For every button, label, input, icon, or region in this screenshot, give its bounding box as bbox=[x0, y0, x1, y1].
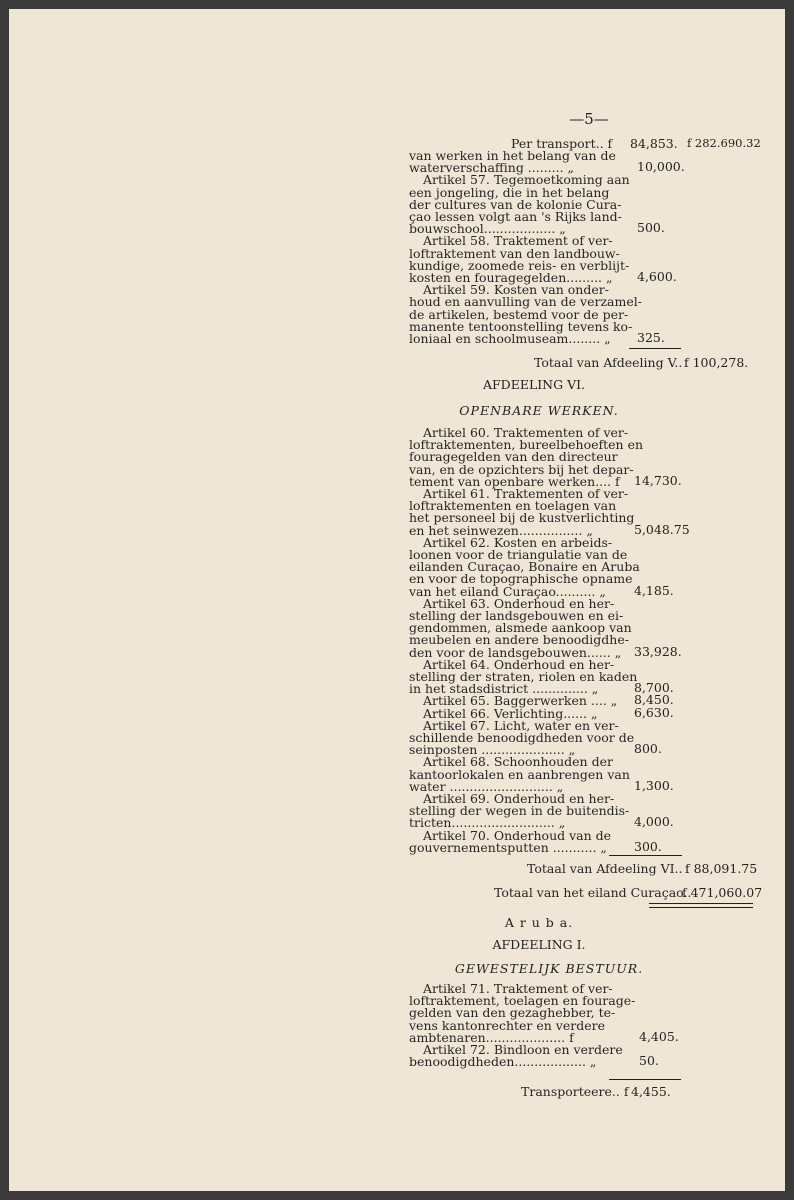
item-line: Artikel 70. Onderhoud van de bbox=[423, 827, 612, 843]
item-line: en het seinwezen................ „ bbox=[409, 522, 593, 538]
item-line: den voor de landsgebouwen...... „ bbox=[409, 644, 622, 660]
totaal-v-label: Totaal van Afdeeling V.. bbox=[534, 355, 683, 370]
item-line: van, en de opzichters bij het depar- bbox=[409, 461, 634, 477]
totaal-vi-amount: f 88,091.75 bbox=[685, 861, 758, 876]
aruba-heading: A r u b a. bbox=[504, 915, 574, 930]
item-line: çao lessen volgt aan 's Rijks land- bbox=[409, 209, 622, 224]
item-amount: 500. bbox=[637, 220, 665, 236]
rule bbox=[629, 348, 681, 349]
item-line: vens kantonrechter en verdere bbox=[409, 1017, 605, 1033]
item-line: Artikel 59. Kosten van onder- bbox=[423, 282, 609, 298]
item-line: der cultures van de kolonie Cura- bbox=[409, 196, 622, 212]
totaal-vi-label: Totaal van Afdeeling VI.. bbox=[527, 861, 683, 876]
item-line: Artikel 67. Licht, water en ver- bbox=[423, 717, 619, 733]
item-amount: 33,928. bbox=[634, 643, 682, 659]
item-line: het personeel bij de kustverlichting bbox=[409, 510, 635, 526]
item-line: loftraktementen en toelagen van bbox=[409, 498, 617, 514]
item-line: houd en aanvulling van de verzamel- bbox=[409, 294, 642, 310]
item-amount: 10,000. bbox=[637, 159, 685, 175]
item-amount: 300. bbox=[634, 838, 662, 854]
item-line: van het eiland Curaçao.......... „ bbox=[409, 583, 606, 599]
item-amount: 4,185. bbox=[634, 582, 674, 598]
item-line: in het stadsdistrict .............. „ bbox=[409, 681, 599, 697]
transport-total: f 282.690.32 bbox=[687, 136, 761, 150]
afdeeling-vi-subheading: OPENBARE WERKEN. bbox=[459, 403, 619, 418]
double-rule bbox=[649, 903, 753, 904]
item-line: kundige, zoomede reis- en verblijt- bbox=[409, 257, 630, 273]
item-line: ambtenaren.................... f bbox=[409, 1029, 574, 1045]
item-amount: 5,048.75 bbox=[634, 521, 690, 537]
transporteere-amount: 4,455. bbox=[631, 1084, 671, 1099]
double-rule bbox=[649, 907, 753, 908]
item-line: Artikel 66. Verlichting...... „ bbox=[423, 705, 598, 721]
afdeeling-i-heading: AFDEELING I. bbox=[492, 937, 586, 952]
item-line: bouwschool.................. „ bbox=[409, 221, 566, 237]
item-line: Artikel 61. Traktementen of ver- bbox=[423, 486, 629, 501]
item-line: Artikel 64. Onderhoud en her- bbox=[423, 656, 615, 672]
item-line: meubelen en andere benoodigdhe- bbox=[409, 632, 629, 648]
transport-amount: 84,853. bbox=[630, 136, 678, 151]
item-line: gelden van den gezaghebber, te- bbox=[409, 1005, 616, 1021]
afdeeling-i-subheading: GEWESTELIJK BESTUUR. bbox=[454, 961, 644, 976]
item-line: gouvernementsputten ........... „ bbox=[409, 839, 607, 855]
item-line: kosten en fouragegelden......... „ bbox=[409, 270, 613, 285]
item-line: Artikel 69. Onderhoud en her- bbox=[423, 791, 615, 806]
item-line: en voor de topographische opname bbox=[409, 571, 633, 587]
item-line: Artikel 62. Kosten en arbeids- bbox=[423, 534, 613, 550]
rule bbox=[609, 1079, 681, 1080]
item-line: fouragegelden van den directeur bbox=[409, 449, 618, 465]
item-line: Artikel 60. Traktementen of ver- bbox=[423, 425, 629, 440]
item-line: loonen voor de triangulatie van de bbox=[409, 547, 628, 562]
item-line: Artikel 57. Tegemoetkoming aan bbox=[423, 172, 630, 188]
document-page bbox=[9, 9, 785, 1191]
item-line: Artikel 65. Baggerwerken .... „ bbox=[423, 693, 618, 709]
item-line: de artikelen, bestemd voor de per- bbox=[409, 306, 629, 322]
item-amount: 325. bbox=[637, 330, 665, 345]
item-line: schillende benoodigdheden voor de bbox=[409, 730, 635, 745]
item-line: een jongeling, die in het belang bbox=[409, 184, 610, 200]
item-line: loftraktement van den landbouw- bbox=[409, 245, 620, 261]
item-amount: 8,700. bbox=[634, 680, 674, 696]
item-amount: 50. bbox=[639, 1053, 659, 1069]
page-number: —5— bbox=[569, 110, 609, 128]
item-line: kantoorlokalen en aanbrengen van bbox=[409, 766, 630, 782]
item-amount: 4,000. bbox=[634, 814, 674, 830]
item-line: stelling der landsgebouwen en ei- bbox=[409, 608, 624, 623]
item-amount: 4,600. bbox=[637, 269, 677, 284]
item-line: tricten.......................... „ bbox=[409, 815, 566, 831]
item-line: Artikel 68. Schoonhouden der bbox=[423, 754, 613, 770]
item-line: tement van openbare werken.... f bbox=[409, 473, 620, 489]
transporteere-label: Transporteere.. f bbox=[521, 1084, 629, 1099]
item-amount: 8,450. bbox=[634, 692, 674, 708]
item-amount: 6,630. bbox=[634, 704, 674, 720]
item-line: loniaal en schoolmuseam........ „ bbox=[409, 331, 611, 346]
item-line: Artikel 71. Traktement of ver- bbox=[423, 981, 613, 996]
item-line: gendommen, alsmede aankoop van bbox=[409, 620, 632, 636]
item-line: stelling der wegen in de buitendis- bbox=[409, 803, 630, 819]
item-amount: 1,300. bbox=[634, 777, 674, 793]
item-line: loftraktementen, bureelbehoeften en bbox=[409, 437, 644, 453]
item-amount: 4,405. bbox=[639, 1028, 679, 1044]
afdeeling-vi-heading: AFDEELING VI. bbox=[482, 377, 586, 392]
item-line: Artikel 72. Bindloon en verdere bbox=[423, 1042, 623, 1057]
item-line: manente tentoonstelling tevens ko- bbox=[409, 318, 633, 334]
rule bbox=[609, 855, 682, 856]
item-line: seinposten ..................... „ bbox=[409, 742, 576, 758]
item-line: Artikel 58. Traktement of ver- bbox=[423, 233, 613, 249]
item-amount: 800. bbox=[634, 741, 662, 757]
totaal-curacao-amount: f 471,060.07 bbox=[682, 885, 763, 900]
item-line: van werken in het belang van de bbox=[409, 148, 616, 163]
item-line: water .......................... „ bbox=[409, 778, 564, 794]
totaal-curacao-label: Totaal van het eiland Curaçao.. bbox=[494, 885, 692, 900]
item-line: loftraktement, toelagen en fourage- bbox=[409, 993, 636, 1009]
item-line: Artikel 63. Onderhoud en her- bbox=[423, 595, 615, 611]
item-line: stelling der straten, riolen en kaden bbox=[409, 669, 638, 684]
item-line: waterverschaffing ......... „ bbox=[409, 160, 575, 176]
item-line: benoodigdheden.................. „ bbox=[409, 1054, 597, 1070]
totaal-v-amount: f 100,278. bbox=[684, 355, 749, 370]
item-line: eilanden Curaçao, Bonaire en Aruba bbox=[409, 559, 640, 575]
transport-label: Per transport.. f bbox=[511, 136, 613, 151]
item-amount: 14,730. bbox=[634, 472, 682, 488]
